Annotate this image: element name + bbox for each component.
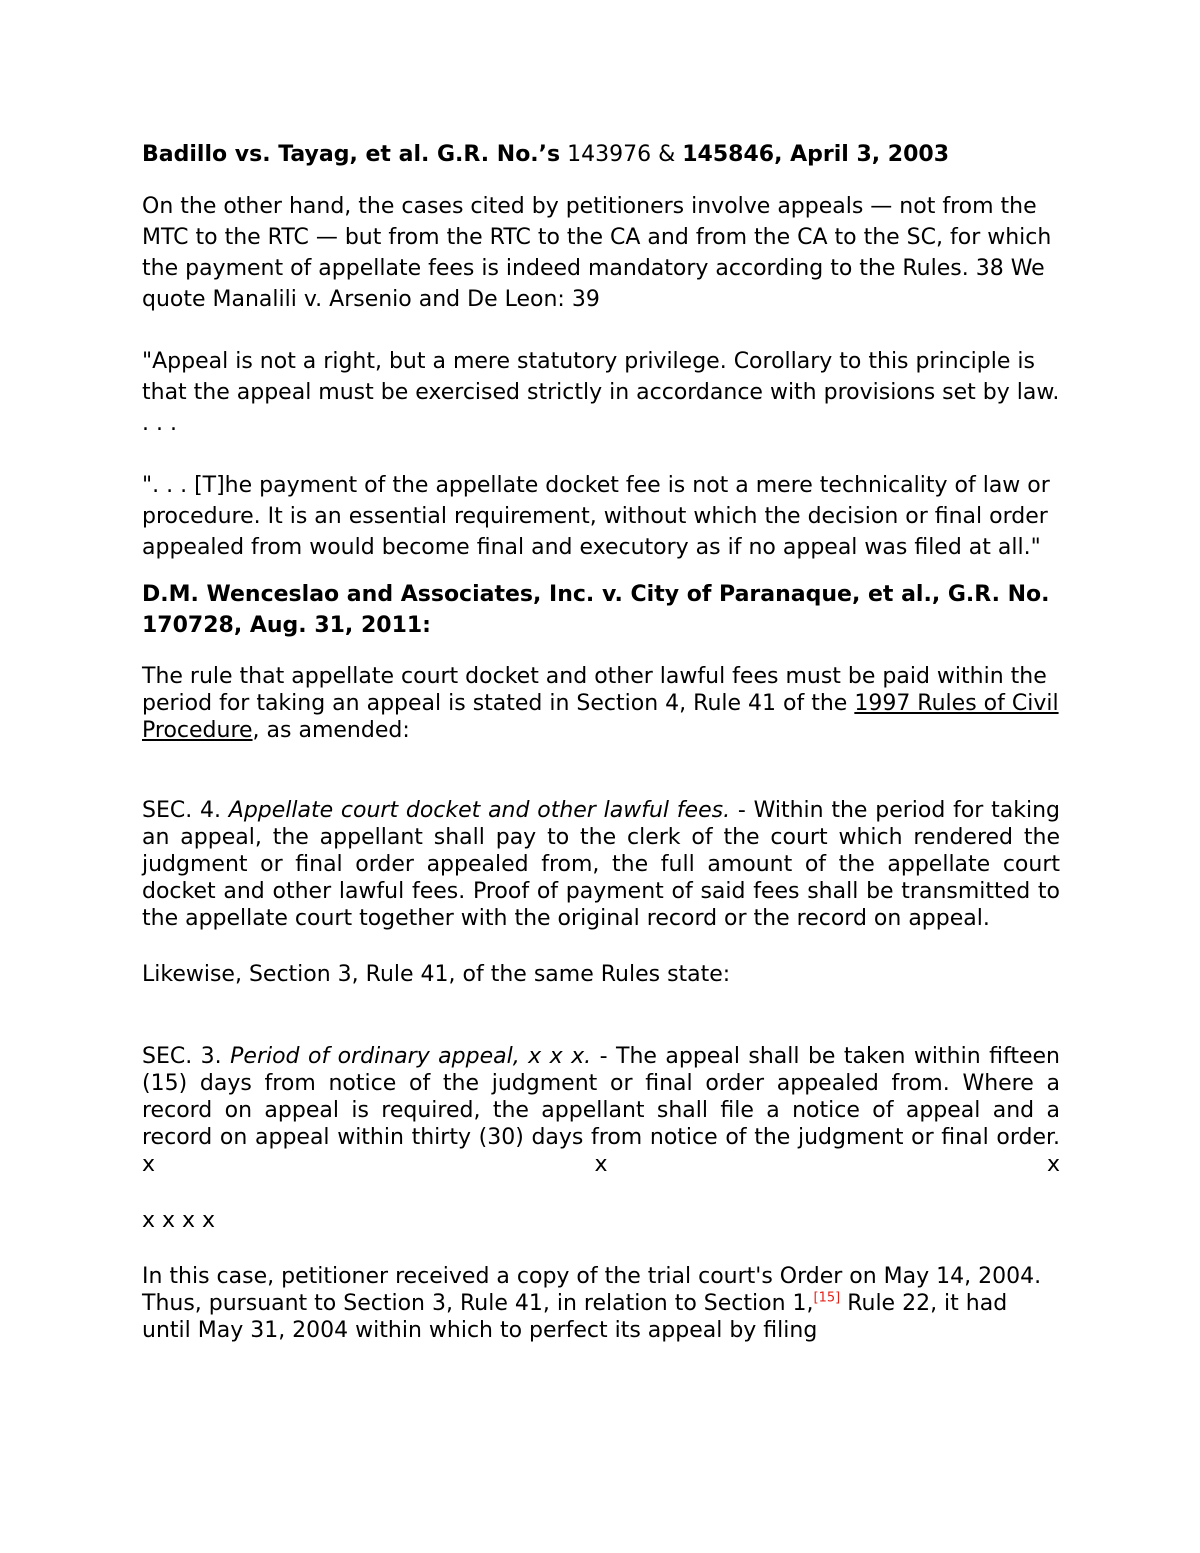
case-title-wenceslao: D.M. Wenceslao and Associates, Inc. v. City of Paranaque, et al., G.R. No. 170728, Aug. 31, 2011:: [142, 582, 1050, 638]
sec4-label: SEC. 4.: [142, 798, 229, 823]
section-3-text: [142, 1043, 1060, 1178]
case-title-part-b: 143976 &: [560, 142, 683, 167]
case-title-part-a: Badillo vs. Tayag, et al. G.R. No.’s: [142, 142, 561, 167]
sec4-heading: Appellate court docket and other lawful fees.: [228, 798, 731, 823]
sec3-body: - The appeal shall be taken within fifteen (15) days from notice of the judgment or final order appealed from. Where a record on appeal is required, the appellant shall file a notice of appeal and a record on appeal within thirty (30) days from notice of the judgment or final order. x x x: [142, 1044, 1060, 1177]
paragraph-likewise: Likewise, Section 3, Rule 41, of the same Rules state:: [142, 962, 731, 987]
paragraph-rule-intro: [142, 663, 1060, 744]
section-4-text: [142, 797, 1060, 932]
final-text-a: In this case, petitioner received a copy of the trial court's Order on May 14, 2004. Thus, pursuant to Section 3, Rule 41, in relation to Section 1,: [142, 1264, 1042, 1316]
intro-text-b: , as amended:: [252, 718, 410, 743]
sec3-heading: Period of ordinary appeal, x x x.: [230, 1044, 592, 1069]
quote-docket-fee: ". . . [T]he payment of the appellate docket fee is not a mere technicality of law or procedure. It is an essential requirement, without which the decision or final order appealed from would become final and executory as if no appeal was filed at all.": [142, 473, 1050, 560]
case-title-badillo: [142, 138, 1060, 172]
paragraph-final: [142, 1263, 1060, 1344]
footnote-15-link[interactable]: [15]: [813, 1290, 841, 1306]
final-text-b: Rule 22, it had until May 31, 2004 within which to perfect its appeal by filing: [142, 1291, 1008, 1343]
paragraph-appeals: On the other hand, the cases cited by petitioners involve appeals — not from the MTC to the RTC — but from the RTC to the CA and from the CA to the SC, for which the payment of appellate fees is indeed mandatory according to the Rules. 38 We quote Manalili v. Arsenio and De Leon: 39: [142, 194, 1052, 312]
case-title-part-c: 145846, April 3, 2003: [682, 142, 950, 167]
ellipsis-line: x x x x: [142, 1208, 216, 1233]
rules-of-civil-procedure-link[interactable]: 1997 Rules of Civil Procedure: [142, 691, 1059, 743]
sec4-body: - Within the period for taking an appeal, the appellant shall pay to the clerk of the court which rendered the judgment or final order appealed from, the full amount of the appellate court docket and other lawful fees. Proof of payment of said fees shall be transmitted to the appellate court together with the original record or the record on appeal.: [142, 798, 1060, 931]
document-page: [142, 138, 1060, 1344]
intro-text-a: The rule that appellate court docket and other lawful fees must be paid within the period for taking an appeal is stated in Section 4, Rule 41 of the: [142, 664, 1047, 716]
sec3-label: SEC. 3.: [142, 1044, 231, 1069]
quote-appeal-privilege: "Appeal is not a right, but a mere statutory privilege. Corollary to this principle is that the appeal must be exercised strictly in accordance with provisions set by law. . . .: [142, 349, 1060, 436]
